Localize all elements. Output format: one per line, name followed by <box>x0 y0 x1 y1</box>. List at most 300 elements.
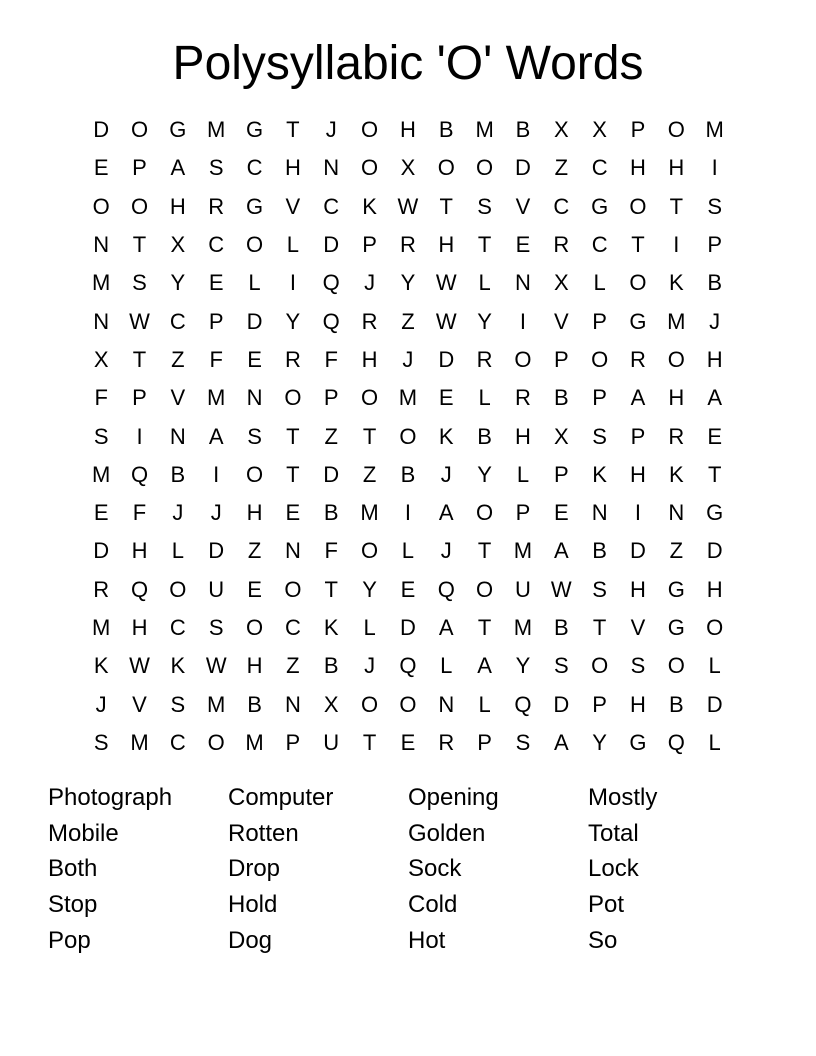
grid-cell: J <box>210 500 222 526</box>
grid-cell: N <box>93 232 110 258</box>
grid-cell: V <box>515 193 531 219</box>
grid-cell: O <box>169 576 187 602</box>
grid-cell: T <box>707 461 722 487</box>
grid-cell: O <box>245 232 264 258</box>
grid-cell: T <box>362 423 377 449</box>
grid-cell: H <box>246 653 263 679</box>
grid-cell: L <box>516 461 530 487</box>
grid-cell: I <box>634 500 642 526</box>
grid-cell: I <box>136 423 143 449</box>
grid-cell: T <box>286 423 300 449</box>
grid-cell: C <box>169 615 186 640</box>
grid-cell: S <box>707 193 723 219</box>
grid-cell: O <box>591 653 609 679</box>
grid-cell: T <box>477 615 492 640</box>
grid-cell: P <box>592 385 607 411</box>
grid-cell: Z <box>669 538 684 564</box>
grid-cell: D <box>323 232 340 258</box>
grid-cell: R <box>284 346 301 372</box>
grid-cell: G <box>667 576 685 602</box>
word-list-row <box>48 816 768 852</box>
grid-cell: X <box>323 691 339 717</box>
grid-cell: R <box>208 193 225 219</box>
grid-cell: D <box>706 691 723 717</box>
grid-cell: O <box>667 346 685 372</box>
grid-cell: R <box>515 385 531 411</box>
word-list-item: Hot <box>408 926 446 954</box>
grid-cell: O <box>361 117 379 143</box>
grid-cell: B <box>592 538 607 564</box>
grid-cell: M <box>705 117 724 143</box>
grid-row <box>82 417 734 455</box>
grid-cell: F <box>209 346 223 372</box>
grid-cell: P <box>132 155 147 181</box>
grid-cell: F <box>324 538 338 564</box>
grid-cell: X <box>553 423 569 449</box>
grid-cell: R <box>399 232 416 258</box>
grid-cell: K <box>170 653 186 679</box>
grid-cell: O <box>476 155 494 181</box>
grid-cell: P <box>362 232 377 258</box>
grid-cell: U <box>323 729 340 755</box>
grid-cell: B <box>323 653 339 679</box>
grid-cell: A <box>170 155 186 181</box>
grid-cell: N <box>438 691 455 717</box>
grid-cell: R <box>553 232 570 258</box>
word-list-item: So <box>588 926 618 954</box>
grid-cell: M <box>207 117 226 143</box>
grid-cell: L <box>363 615 376 640</box>
grid-cell: L <box>478 270 491 296</box>
grid-row <box>82 188 734 226</box>
grid-cell: Z <box>247 538 262 564</box>
grid-cell: O <box>629 270 647 296</box>
grid-cell: W <box>397 193 419 219</box>
word-list-item: Photograph <box>48 784 173 812</box>
grid-cell: V <box>170 385 186 411</box>
grid-cell: G <box>629 308 647 334</box>
grid-row <box>82 456 734 494</box>
grid-cell: O <box>130 117 149 143</box>
grid-cell: B <box>515 117 531 143</box>
grid-cell: I <box>711 155 718 181</box>
grid-cell: L <box>440 653 453 679</box>
grid-cell: W <box>129 308 150 334</box>
grid-cell: U <box>515 576 531 602</box>
grid-cell: Q <box>514 691 532 717</box>
grid-cell: F <box>94 385 108 411</box>
grid-cell: B <box>323 500 339 526</box>
grid-cell: W <box>129 653 150 679</box>
grid-cell: E <box>438 385 454 411</box>
grid-cell: H <box>668 385 685 411</box>
grid-cell: C <box>591 232 608 258</box>
grid-cell: E <box>285 500 301 526</box>
grid-cell: S <box>93 729 109 755</box>
grid-cell: D <box>208 538 225 564</box>
grid-cell: J <box>95 691 107 717</box>
word-list-item: Pop <box>48 926 91 954</box>
grid-cell: H <box>284 155 301 181</box>
grid-cell: V <box>553 308 569 334</box>
grid-cell: O <box>92 193 110 219</box>
grid-cell: R <box>93 576 110 602</box>
grid-cell: N <box>668 500 685 526</box>
grid-cell: H <box>668 155 685 181</box>
word-list-item: Drop <box>228 855 281 883</box>
grid-cell: P <box>592 308 607 334</box>
grid-cell: B <box>170 461 186 487</box>
grid-cell: Y <box>400 270 416 296</box>
grid-cell: S <box>208 155 224 181</box>
grid-cell: H <box>630 691 646 717</box>
grid-cell: Y <box>592 729 607 755</box>
grid-cell: J <box>440 538 452 564</box>
grid-cell: P <box>707 232 723 258</box>
grid-cell: L <box>478 691 491 717</box>
grid-cell: J <box>325 117 337 143</box>
grid-cell: V <box>132 691 147 717</box>
grid-cell: D <box>399 615 416 640</box>
grid-row <box>82 302 734 340</box>
grid-cell: D <box>630 538 646 564</box>
grid-cell: B <box>668 691 684 717</box>
grid-cell: K <box>438 423 454 449</box>
grid-cell: S <box>93 423 109 449</box>
grid-cell: L <box>401 538 415 564</box>
word-list-row <box>48 851 768 887</box>
grid-cell: K <box>592 461 607 487</box>
grid-row <box>82 341 734 379</box>
grid-cell: H <box>706 576 723 602</box>
word-list-row <box>48 780 768 816</box>
grid-cell: O <box>476 500 494 526</box>
grid-cell: G <box>667 615 685 640</box>
grid-cell: H <box>399 117 416 143</box>
grid-cell: M <box>130 729 149 755</box>
grid-cell: X <box>592 117 607 143</box>
grid-cell: C <box>591 155 608 181</box>
grid-cell: S <box>247 423 262 449</box>
grid-cell: P <box>553 461 569 487</box>
grid-cell: A <box>707 385 723 411</box>
grid-cell: E <box>515 232 531 258</box>
grid-cell: T <box>477 232 492 258</box>
grid-cell: Q <box>437 576 455 602</box>
grid-cell: H <box>169 193 186 219</box>
grid-cell: P <box>477 729 492 755</box>
grid-cell: E <box>247 346 262 372</box>
grid-cell: D <box>553 691 570 717</box>
grid-cell: J <box>364 270 376 296</box>
grid-cell: R <box>438 729 455 755</box>
word-list <box>48 780 768 958</box>
grid-cell: S <box>477 193 492 219</box>
grid-cell: N <box>284 538 301 564</box>
grid-cell: T <box>592 615 607 640</box>
word-list-item: Stop <box>48 891 98 919</box>
grid-cell: S <box>553 653 569 679</box>
grid-cell: P <box>208 308 224 334</box>
grid-cell: L <box>171 538 184 564</box>
grid-cell: S <box>132 270 147 296</box>
grid-cell: J <box>172 500 184 526</box>
grid-row <box>82 685 734 723</box>
grid-cell: G <box>245 193 264 219</box>
grid-cell: M <box>667 308 686 334</box>
grid-row <box>82 264 734 302</box>
grid-cell: A <box>438 615 454 640</box>
grid-cell: H <box>361 346 378 372</box>
word-list-row <box>48 922 768 958</box>
grid-cell: F <box>132 500 147 526</box>
page-title: Polysyllabic 'O' Words <box>172 37 644 90</box>
word-list-item: Total <box>588 819 639 847</box>
grid-cell: O <box>284 576 302 602</box>
grid-row <box>82 149 734 187</box>
grid-cell: P <box>132 385 147 411</box>
grid-cell: Q <box>130 576 149 602</box>
grid-cell: M <box>245 729 264 755</box>
grid-cell: A <box>630 385 646 411</box>
grid-cell: L <box>708 729 721 755</box>
grid-cell: R <box>476 346 493 372</box>
grid-cell: D <box>706 538 723 564</box>
grid-row <box>82 226 734 264</box>
grid-cell: H <box>630 576 646 602</box>
grid-cell: C <box>284 615 301 640</box>
grid-cell: I <box>519 308 527 334</box>
word-list-item: Mostly <box>588 784 658 812</box>
grid-cell: O <box>667 117 685 143</box>
grid-cell: C <box>169 729 186 755</box>
grid-cell: M <box>513 615 533 640</box>
grid-cell: T <box>132 232 147 258</box>
grid-cell: V <box>285 193 301 219</box>
word-list-item: Hold <box>228 891 278 919</box>
grid-cell: N <box>591 500 608 526</box>
grid-cell: E <box>400 729 416 755</box>
grid-cell: A <box>438 500 454 526</box>
grid-cell: W <box>435 308 457 334</box>
word-list-item: Golden <box>408 819 486 847</box>
grid-cell: G <box>245 117 264 143</box>
grid-cell: D <box>323 461 340 487</box>
grid-cell: Y <box>170 270 186 296</box>
grid-cell: H <box>515 423 531 449</box>
grid-cell: W <box>205 653 227 679</box>
grid-cell: C <box>553 193 570 219</box>
grid-cell: B <box>707 270 723 296</box>
grid-cell: G <box>169 117 187 143</box>
grid-cell: Q <box>399 653 417 679</box>
grid-cell: Y <box>285 308 301 334</box>
grid-cell: S <box>592 423 607 449</box>
grid-cell: B <box>477 423 492 449</box>
grid-cell: L <box>708 653 721 679</box>
grid-cell: S <box>208 615 224 640</box>
grid-cell: O <box>130 193 149 219</box>
grid-cell: I <box>213 461 220 487</box>
grid-cell: W <box>435 270 457 296</box>
grid-cell: T <box>286 461 300 487</box>
grid-row <box>82 609 734 647</box>
grid-cell: V <box>630 615 646 640</box>
word-list-item: Mobile <box>48 819 119 847</box>
grid-cell: O <box>284 385 302 411</box>
grid-cell: E <box>93 155 109 181</box>
grid-cell: Q <box>667 729 685 755</box>
grid-cell: T <box>669 193 684 219</box>
grid-cell: J <box>440 461 452 487</box>
grid-cell: Q <box>130 461 149 487</box>
grid-cell: Z <box>401 308 415 334</box>
grid-cell: N <box>284 691 301 717</box>
grid-cell: H <box>630 155 646 181</box>
grid-row <box>82 379 734 417</box>
grid-cell: E <box>208 270 224 296</box>
grid-cell: B <box>247 691 262 717</box>
grid-cell: P <box>553 346 569 372</box>
grid-cell: E <box>247 576 262 602</box>
grid-cell: D <box>93 538 110 564</box>
word-list-item: Rotten <box>228 819 299 847</box>
grid-cell: N <box>323 155 340 181</box>
word-list-item: Pot <box>588 891 625 919</box>
grid-cell: P <box>630 423 646 449</box>
grid-cell: O <box>399 423 417 449</box>
grid-cell: I <box>289 270 296 296</box>
grid-cell: M <box>92 615 111 640</box>
grid-cell: D <box>246 308 263 334</box>
word-list-item: Computer <box>228 784 334 812</box>
grid-cell: H <box>706 346 723 372</box>
grid-cell: O <box>706 615 724 640</box>
grid-cell: N <box>169 423 186 449</box>
grid-cell: T <box>286 117 300 143</box>
grid-cell: O <box>361 691 379 717</box>
grid-cell: Y <box>477 308 492 334</box>
grid-cell: K <box>93 653 109 679</box>
grid-cell: K <box>362 193 377 219</box>
word-list-item: Dog <box>228 926 273 954</box>
grid-cell: K <box>668 270 684 296</box>
grid-cell: B <box>400 461 416 487</box>
grid-cell: C <box>323 193 340 219</box>
grid-cell: E <box>400 576 416 602</box>
grid-cell: X <box>93 346 109 372</box>
grid-cell: M <box>360 500 379 526</box>
grid-cell: N <box>93 308 110 334</box>
grid-cell: Y <box>477 461 492 487</box>
grid-cell: G <box>706 500 724 526</box>
grid-cell: O <box>207 729 225 755</box>
grid-row <box>82 111 734 149</box>
grid-cell: Z <box>554 155 569 181</box>
grid-cell: X <box>553 270 569 296</box>
grid-cell: P <box>323 385 339 411</box>
grid-cell: K <box>323 615 339 640</box>
grid-cell: W <box>550 576 572 602</box>
grid-cell: O <box>361 538 379 564</box>
grid-cell: C <box>169 308 186 334</box>
grid-row <box>82 724 734 762</box>
grid-cell: O <box>437 155 455 181</box>
grid-cell: T <box>362 729 377 755</box>
grid-cell: B <box>553 615 569 640</box>
word-list-row <box>48 887 768 923</box>
grid-cell: H <box>630 461 646 487</box>
grid-cell: O <box>361 155 379 181</box>
grid-cell: J <box>402 346 414 372</box>
grid-row <box>82 532 734 570</box>
grid-cell: X <box>170 232 186 258</box>
grid-cell: D <box>438 346 455 372</box>
grid-cell: M <box>207 691 226 717</box>
grid-cell: G <box>629 729 647 755</box>
grid-cell: A <box>553 538 569 564</box>
grid-cell: L <box>593 270 606 296</box>
grid-cell: E <box>93 500 109 526</box>
grid-cell: O <box>399 691 417 717</box>
grid-cell: L <box>286 232 300 258</box>
word-list-item: Sock <box>408 855 462 883</box>
grid-cell: R <box>668 423 685 449</box>
grid-cell: G <box>591 193 609 219</box>
grid-cell: H <box>438 232 455 258</box>
grid-row <box>82 647 734 685</box>
grid-cell: O <box>361 385 379 411</box>
grid-cell: S <box>170 691 186 717</box>
grid-cell: S <box>592 576 607 602</box>
grid-cell: A <box>553 729 569 755</box>
grid-cell: D <box>93 117 110 143</box>
grid-cell: T <box>631 232 645 258</box>
grid-cell: O <box>245 615 264 640</box>
grid-cell: B <box>438 117 454 143</box>
grid-cell: Z <box>171 346 185 372</box>
grid-cell: F <box>324 346 338 372</box>
grid-cell: D <box>515 155 531 181</box>
grid-cell: C <box>208 232 225 258</box>
grid-cell: C <box>246 155 263 181</box>
grid-cell: H <box>246 500 263 526</box>
grid-cell: H <box>131 615 148 640</box>
word-list-item: Both <box>48 855 98 883</box>
grid-cell: H <box>131 538 148 564</box>
grid-cell: E <box>553 500 569 526</box>
grid-cell: Z <box>286 653 300 679</box>
grid-cell: I <box>404 500 411 526</box>
grid-cell: A <box>477 653 492 679</box>
grid-cell: A <box>208 423 224 449</box>
grid-cell: Y <box>515 653 531 679</box>
grid-cell: T <box>477 538 492 564</box>
grid-cell: T <box>132 346 147 372</box>
grid-cell: I <box>673 232 680 258</box>
word-list-item: Cold <box>408 891 458 919</box>
grid-cell: J <box>709 308 721 334</box>
grid-cell: L <box>478 385 491 411</box>
grid-cell: O <box>591 346 609 372</box>
grid-cell: Y <box>362 576 377 602</box>
grid-cell: U <box>208 576 225 602</box>
word-list-item: Opening <box>408 784 499 812</box>
grid-cell: O <box>476 576 494 602</box>
grid-cell: E <box>707 423 723 449</box>
grid-cell: T <box>439 193 453 219</box>
grid-cell: Q <box>322 270 340 296</box>
